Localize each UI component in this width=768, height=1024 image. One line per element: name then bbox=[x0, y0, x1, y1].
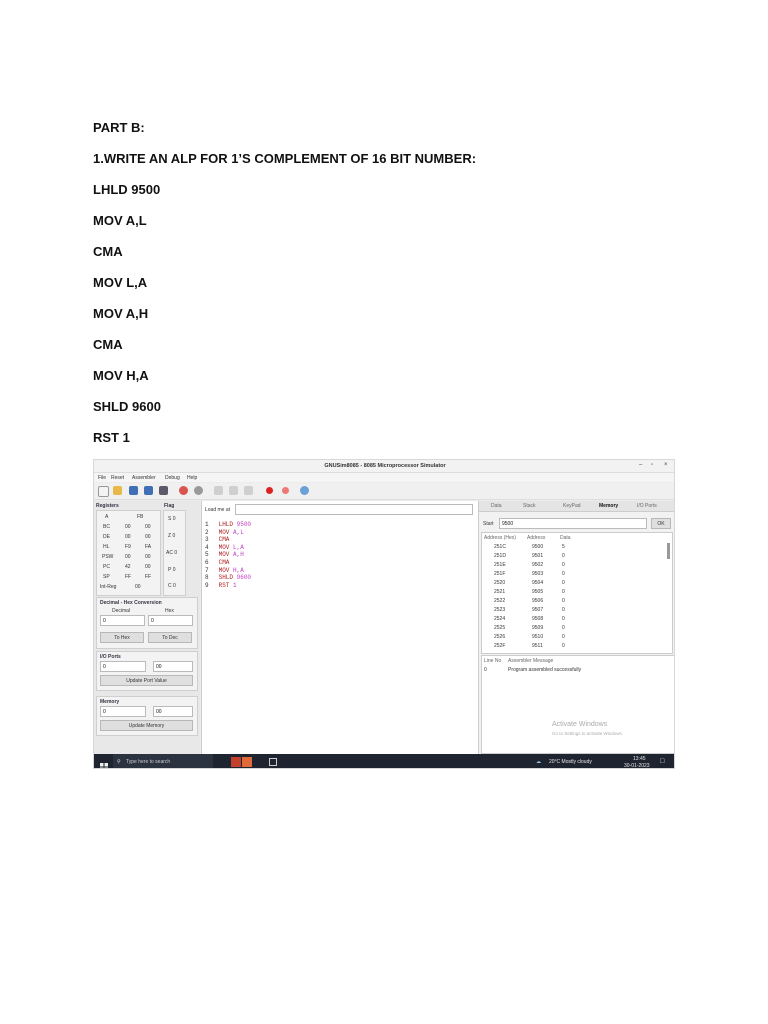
code-line: RST 1 bbox=[93, 430, 130, 445]
code-line: SHLD 9600 bbox=[93, 399, 161, 414]
tab-io-ports[interactable]: I/O Ports bbox=[637, 503, 657, 509]
opcode: LHLD bbox=[218, 521, 234, 528]
reg-name: DE bbox=[103, 534, 110, 540]
code-line: MOV A,L bbox=[93, 213, 147, 228]
table-row[interactable] bbox=[482, 552, 662, 561]
editor-code-line bbox=[205, 574, 251, 581]
header-address-hex: Address (Hex) bbox=[484, 535, 516, 541]
simulator-screenshot bbox=[93, 459, 675, 769]
line-number: 4 bbox=[205, 543, 209, 551]
memory-address-input[interactable]: 0 bbox=[100, 706, 146, 717]
new-file-icon[interactable] bbox=[98, 486, 109, 497]
flag-value: 0 bbox=[172, 516, 176, 522]
flags-table bbox=[163, 510, 186, 596]
notification-icon[interactable]: □ bbox=[660, 758, 665, 765]
update-memory-button[interactable]: Update Memory bbox=[100, 720, 193, 731]
registers-table bbox=[96, 510, 161, 596]
menu-bar bbox=[94, 473, 675, 482]
io-ports-label: I/O Ports bbox=[100, 654, 121, 660]
cell-data: 5 bbox=[562, 544, 565, 550]
line-number: 2 bbox=[205, 528, 209, 536]
opcode: SHLD bbox=[218, 574, 234, 582]
memory-label: Memory bbox=[100, 699, 120, 705]
step-in-icon[interactable] bbox=[214, 486, 223, 495]
cell-data: 0 bbox=[562, 553, 565, 559]
reg-value: 00 bbox=[145, 564, 151, 570]
app-icon[interactable] bbox=[231, 757, 241, 767]
start-address-input[interactable]: 9500 bbox=[499, 518, 647, 529]
hex-label: Hex bbox=[165, 608, 174, 614]
operand: H,A bbox=[233, 566, 244, 574]
table-row[interactable] bbox=[482, 633, 662, 642]
table-row[interactable] bbox=[482, 642, 662, 651]
reg-value: 00 bbox=[125, 534, 131, 540]
code-line: MOV L,A bbox=[93, 275, 148, 290]
reg-name: SP bbox=[103, 574, 110, 580]
operand: A,L bbox=[233, 528, 244, 536]
reg-name: PC bbox=[103, 564, 110, 570]
clear-breakpoints-icon[interactable] bbox=[282, 487, 289, 494]
operand: 9500 bbox=[236, 521, 252, 528]
opcode: RST bbox=[218, 581, 230, 589]
update-port-button[interactable]: Update Port Value bbox=[100, 675, 193, 686]
menu-debug[interactable]: Debug bbox=[165, 475, 180, 481]
load-address-input[interactable] bbox=[235, 504, 473, 515]
cell-address: 9500 bbox=[532, 544, 544, 550]
cell-address-hex: 251C bbox=[494, 544, 506, 550]
line-number: 8 bbox=[205, 574, 209, 582]
operand: A,H bbox=[233, 551, 244, 559]
cell-address-hex: 252F bbox=[494, 643, 506, 649]
clock-time: 13:45 bbox=[633, 756, 646, 762]
reg-value: 00 bbox=[125, 524, 131, 530]
memory-table bbox=[481, 532, 673, 654]
reg-value: 00 bbox=[145, 554, 151, 560]
header-data: Data bbox=[560, 535, 571, 541]
code-line: CMA bbox=[93, 337, 123, 352]
memory-value-input[interactable]: 00 bbox=[153, 706, 193, 717]
code-line: MOV A,H bbox=[93, 306, 149, 321]
cell-address-hex: 2523 bbox=[494, 607, 506, 613]
cell-address: 9501 bbox=[532, 553, 544, 559]
title-bar bbox=[94, 460, 675, 473]
reg-name: A bbox=[105, 514, 109, 520]
conversion-panel bbox=[96, 597, 198, 649]
menu-reset[interactable]: Reset bbox=[111, 475, 125, 481]
table-row[interactable] bbox=[482, 561, 662, 570]
taskbar-search[interactable] bbox=[113, 754, 213, 769]
weather-text: 20°C Mostly cloudy bbox=[549, 759, 592, 765]
execute-icon[interactable] bbox=[194, 486, 203, 495]
search-icon: ⚲ bbox=[117, 759, 121, 765]
editor-code-line bbox=[205, 544, 244, 551]
decimal-label: Decimal bbox=[112, 608, 131, 614]
cell-address-hex: 2521 bbox=[494, 589, 506, 595]
cell-address-hex: 251E bbox=[494, 562, 506, 568]
cell-address: 9503 bbox=[532, 571, 544, 577]
cell-address: 9510 bbox=[532, 634, 544, 640]
cell-address: 9504 bbox=[532, 580, 544, 586]
table-row[interactable] bbox=[482, 543, 662, 552]
editor-code-line bbox=[205, 551, 244, 558]
flag-value: 0 bbox=[173, 583, 176, 589]
cell-address-hex: 251F bbox=[494, 571, 506, 577]
code-line: CMA bbox=[93, 244, 123, 259]
cell-address: 9506 bbox=[532, 598, 544, 604]
flag-name: AC bbox=[166, 550, 173, 556]
line-number: 9 bbox=[205, 581, 209, 589]
tab-memory[interactable]: Memory bbox=[599, 503, 619, 509]
cell-address: 9507 bbox=[532, 607, 544, 613]
line-number: 5 bbox=[205, 551, 209, 559]
tab-keypad[interactable]: KeyPad bbox=[563, 503, 581, 509]
cell-data: 0 bbox=[562, 634, 565, 640]
cell-data: 0 bbox=[562, 589, 565, 595]
stop-icon[interactable] bbox=[300, 486, 309, 495]
search-placeholder: Type here to search bbox=[126, 759, 171, 765]
line-number: 6 bbox=[205, 559, 209, 566]
cell-address: 9508 bbox=[532, 616, 544, 622]
reg-value: FF bbox=[145, 574, 152, 580]
header-address: Address bbox=[527, 535, 546, 541]
cell-data: 0 bbox=[562, 598, 565, 604]
activate-windows-hint: Go to Settings to activate Windows. bbox=[552, 731, 624, 736]
taskbar bbox=[94, 754, 675, 769]
table-row[interactable] bbox=[482, 597, 662, 606]
open-folder-icon[interactable] bbox=[113, 486, 122, 495]
menu-file[interactable]: File bbox=[98, 475, 107, 481]
save-as-icon[interactable] bbox=[144, 486, 153, 495]
message-line-no: 0 bbox=[484, 667, 487, 673]
step-over-icon[interactable] bbox=[229, 486, 238, 495]
cell-data: 0 bbox=[562, 625, 565, 631]
code-line: MOV H,A bbox=[93, 368, 149, 383]
io-ports-panel bbox=[96, 651, 198, 691]
reg-name: PSW bbox=[102, 554, 114, 560]
port-input[interactable]: 0 bbox=[100, 661, 146, 672]
registers-label: Registers bbox=[96, 503, 119, 509]
editor-code-line bbox=[205, 559, 229, 566]
cell-address-hex: 2522 bbox=[494, 598, 506, 604]
step-out-icon[interactable] bbox=[244, 486, 253, 495]
flag-name: P bbox=[168, 567, 172, 573]
flag-value: 0 bbox=[172, 533, 176, 539]
task-view-icon[interactable] bbox=[269, 758, 277, 766]
cell-address: 9502 bbox=[532, 562, 544, 568]
flag-label: Flag bbox=[164, 503, 175, 509]
load-me-at-label: Load me at bbox=[205, 507, 231, 513]
left-panel bbox=[94, 501, 200, 754]
opcode: MOV bbox=[218, 566, 230, 574]
reg-name: BC bbox=[103, 524, 110, 530]
operand: 1 bbox=[233, 581, 237, 589]
cell-address: 9509 bbox=[532, 625, 544, 631]
windows-start-icon[interactable] bbox=[100, 758, 108, 766]
line-number: 3 bbox=[205, 536, 209, 544]
cell-data: 0 bbox=[562, 643, 565, 649]
reg-value: FA bbox=[145, 544, 152, 550]
header-message: Assembler Message bbox=[508, 658, 554, 664]
part-heading: PART B: bbox=[93, 120, 145, 135]
reg-value: FB bbox=[137, 514, 144, 520]
code-editor[interactable] bbox=[201, 501, 479, 754]
flag-value: 0 bbox=[174, 550, 178, 556]
menu-assembler[interactable]: Assembler bbox=[132, 475, 156, 481]
editor-code-line bbox=[205, 582, 237, 589]
reg-value: 00 bbox=[145, 524, 151, 530]
weather-icon: ☁ bbox=[536, 759, 541, 765]
start-label: Start bbox=[483, 521, 494, 527]
to-hex-button[interactable]: To Hex bbox=[100, 632, 144, 643]
cell-address-hex: 2525 bbox=[494, 625, 506, 631]
header-line-no: Line No bbox=[484, 658, 502, 664]
messages-panel bbox=[481, 655, 675, 754]
close-icon[interactable]: × bbox=[664, 462, 668, 468]
cell-address-hex: 2524 bbox=[494, 616, 506, 622]
flag-name: Z bbox=[168, 533, 172, 539]
opcode: MOV bbox=[218, 551, 230, 559]
reg-value: F9 bbox=[125, 544, 131, 550]
memory-panel bbox=[96, 696, 198, 736]
editor-code-line bbox=[205, 529, 244, 536]
editor-code-line bbox=[205, 521, 251, 528]
editor-code-line bbox=[205, 567, 244, 574]
flag-value: 0 bbox=[172, 567, 176, 573]
table-row[interactable] bbox=[482, 606, 662, 615]
line-number: 1 bbox=[205, 521, 209, 528]
menu-help[interactable]: Help bbox=[187, 475, 198, 481]
tab-bar bbox=[479, 501, 675, 512]
cell-data: 0 bbox=[562, 571, 565, 577]
print-icon[interactable] bbox=[159, 486, 168, 495]
reg-value: FF bbox=[125, 574, 132, 580]
right-panel bbox=[478, 501, 675, 754]
reg-value: 00 bbox=[135, 584, 141, 590]
reg-value: 42 bbox=[125, 564, 131, 570]
reg-value: 00 bbox=[125, 554, 131, 560]
window-title: GNUSim8085 - 8085 Microprocessor Simulator bbox=[324, 463, 446, 469]
cell-address: 9511 bbox=[532, 643, 543, 649]
question-heading: 1.WRITE AN ALP FOR 1’S COMPLEMENT OF 16 BIT NUMBER: bbox=[93, 151, 477, 166]
table-row[interactable] bbox=[482, 588, 662, 597]
flag-name: S bbox=[168, 516, 172, 522]
save-icon[interactable] bbox=[129, 486, 138, 495]
decimal-input[interactable]: 0 bbox=[100, 615, 145, 626]
maximize-icon[interactable]: ▫ bbox=[651, 462, 654, 468]
cell-data: 0 bbox=[562, 616, 565, 622]
breakpoint-icon[interactable] bbox=[266, 487, 273, 494]
port-value-input[interactable]: 00 bbox=[153, 661, 193, 672]
conversion-label: Decimal - Hex Conversion bbox=[100, 600, 162, 606]
toolbar bbox=[94, 483, 675, 500]
app-icon[interactable] bbox=[242, 757, 252, 767]
opcode: CMA bbox=[218, 559, 230, 566]
cell-data: 0 bbox=[562, 580, 565, 586]
operand: 9600 bbox=[236, 574, 252, 582]
cell-address-hex: 2526 bbox=[494, 634, 506, 640]
opcode: MOV bbox=[218, 528, 230, 536]
activate-windows-title: Activate Windows bbox=[552, 721, 608, 728]
line-number: 7 bbox=[205, 566, 209, 574]
cell-address-hex: 2520 bbox=[494, 580, 506, 586]
reg-name: HL bbox=[103, 544, 110, 550]
to-dec-button[interactable]: To Dec bbox=[148, 632, 192, 643]
scrollbar-thumb[interactable] bbox=[667, 543, 670, 559]
code-line: LHLD 9500 bbox=[93, 182, 161, 197]
message-text: Program assembled successfully bbox=[508, 667, 582, 673]
operand: L,A bbox=[233, 543, 244, 551]
opcode: CMA bbox=[218, 536, 230, 544]
ok-button[interactable]: OK bbox=[651, 518, 671, 529]
table-row[interactable] bbox=[482, 624, 662, 633]
minimize-icon[interactable]: – bbox=[639, 462, 643, 468]
table-row[interactable] bbox=[482, 579, 662, 588]
cell-data: 0 bbox=[562, 607, 565, 613]
hex-input[interactable]: 0 bbox=[148, 615, 193, 626]
tab-data[interactable]: Data bbox=[491, 503, 502, 509]
tab-stack[interactable]: Stack bbox=[523, 503, 536, 509]
table-row[interactable] bbox=[482, 570, 662, 579]
opcode: MOV bbox=[218, 543, 230, 551]
editor-code-line bbox=[205, 536, 229, 543]
table-row[interactable] bbox=[482, 615, 662, 624]
reg-name: Int-Reg bbox=[100, 584, 117, 590]
clock-date: 30-01-2023 bbox=[624, 763, 650, 769]
assemble-icon[interactable] bbox=[179, 486, 188, 495]
cell-data: 0 bbox=[562, 562, 565, 568]
reg-value: 00 bbox=[145, 534, 151, 540]
cell-address: 9505 bbox=[532, 589, 544, 595]
cell-address-hex: 251D bbox=[494, 553, 506, 559]
flag-name: C bbox=[168, 583, 172, 589]
